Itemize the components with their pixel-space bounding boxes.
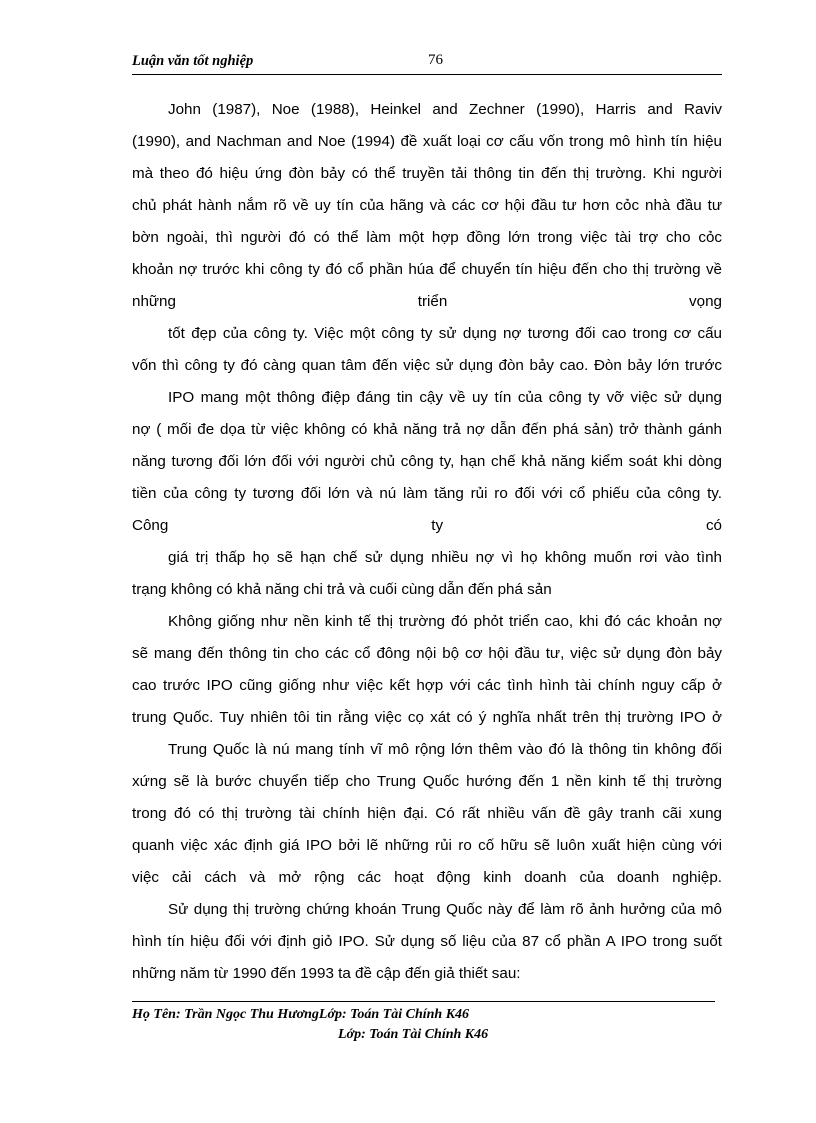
text-line: Sử dụng thị trường chứng khoán Trung Quốc này để làm rõ ảnh hưởng của mô bbox=[168, 901, 722, 918]
text-line: tiền của công ty tương đối lớn và nú làm tăng rủi ro đối với cổ phiếu của công ty. bbox=[132, 485, 722, 502]
text-line: Không giống như nền kinh tế thị trường đó phỏt triển cao, khi đó các khoản nợ bbox=[168, 613, 722, 630]
text-line: năng tương đối lớn đối với người chủ công ty, hạn chế khả năng kiểm soát khi dòng bbox=[132, 453, 722, 470]
text-line: quanh việc xác định giá IPO bởi lẽ những rủi ro cố hữu sẽ luôn xuất hiện cùng với bbox=[132, 837, 722, 854]
footer-divider bbox=[132, 1001, 715, 1002]
text-line: xứng sẽ là bước chuyển tiếp cho Trung Quốc hướng đến 1 nền kinh tế thị trường bbox=[132, 773, 722, 790]
text-line: nợ ( mối đe dọa từ việc không có khả năng trả nợ dẫn đến phá sản) trở thành gánh bbox=[132, 421, 722, 438]
text-line: IPO mang một thông điệp đáng tin cậy về uy tín của công ty vỡ việc sử dụng bbox=[168, 389, 722, 406]
text-line: những triển vọng bbox=[132, 293, 722, 310]
text-line: tốt đẹp của công ty. Việc một công ty sử dụng nợ tương đối cao trong cơ cấu bbox=[168, 325, 722, 342]
body-text bbox=[132, 94, 722, 990]
text-line: bờn ngoài, thì người đó có thể làm một hợp đồng lớn trong việc tài trợ cho cỏc bbox=[132, 229, 722, 246]
text-line: trung Quốc. Tuy nhiên tôi tin rằng việc cọ xát có ý nghĩa nhất trên thị trường IPO ở bbox=[132, 709, 722, 726]
text-line: sẽ mang đến thông tin cho các cổ đông nội bộ cơ hội đầu tư, việc sử dụng đòn bảy bbox=[132, 645, 722, 662]
text-line: những năm từ 1990 đến 1993 ta đề cập đến giả thiết sau: bbox=[132, 965, 521, 982]
text-line: trạng không có khả năng chi trả và cuối cùng dẫn đến phá sản bbox=[132, 581, 552, 598]
text-line: cao trước IPO cũng giống như việc kết hợp với các tình hình tài chính nguy cấp ở bbox=[132, 677, 722, 694]
page-number: 76 bbox=[428, 52, 443, 68]
text-line: giá trị thấp họ sẽ hạn chế sử dụng nhiều nợ vì họ không muốn rơi vào tình bbox=[168, 549, 722, 566]
text-line: (1990), and Nachman and Noe (1994) đề xuất loại cơ cấu vốn trong mô hình tín hiệu bbox=[132, 133, 722, 150]
footer-class-line: Lớp: Toán Tài Chính K46 bbox=[338, 1027, 489, 1042]
document-title: Luận văn tốt nghiệp bbox=[132, 53, 254, 69]
page-header bbox=[132, 52, 722, 75]
text-line: khoản nợ trước khi công ty đó cổ phần húa để chuyển tín hiệu đến cho thị trường về bbox=[132, 261, 722, 278]
text-line: mà theo đó hiệu ứng đòn bảy có thể truyền tải thông tin đến thị trường. Khi người bbox=[132, 165, 722, 182]
text-line: John (1987), Noe (1988), Heinkel and Zechner (1990), Harris and Raviv bbox=[168, 101, 722, 118]
text-line: Trung Quốc là nú mang tính vĩ mô rộng lớn thêm vào đó là thông tin không đối bbox=[168, 741, 722, 758]
text-line: trong đó có thị trường tài chính hiện đại. Có rất nhiều vấn đề gây tranh cãi xung bbox=[132, 805, 722, 822]
page-footer bbox=[132, 1005, 488, 1045]
text-line: Công ty có bbox=[132, 517, 722, 534]
text-line: chủ phát hành nắm rõ về uy tín của hãng và các cơ hội đầu tư hơn cỏc nhà đầu tư bbox=[132, 197, 722, 214]
text-line: việc cải cách và mở rộng các hoạt động kinh doanh của doanh nghiệp. bbox=[132, 869, 722, 886]
footer-author-line: Họ Tên: Trần Ngọc Thu HươngLớp: Toán Tài Chính K46 bbox=[132, 1007, 470, 1022]
text-line: hình tín hiệu đối với định giỏ IPO. Sử dụng số liệu của 87 cổ phần A IPO trong suốt bbox=[132, 933, 722, 950]
text-line: vốn thì công ty đó càng quan tâm đến việc sử dụng đòn bảy cao. Đòn bảy lớn trước bbox=[132, 357, 722, 374]
